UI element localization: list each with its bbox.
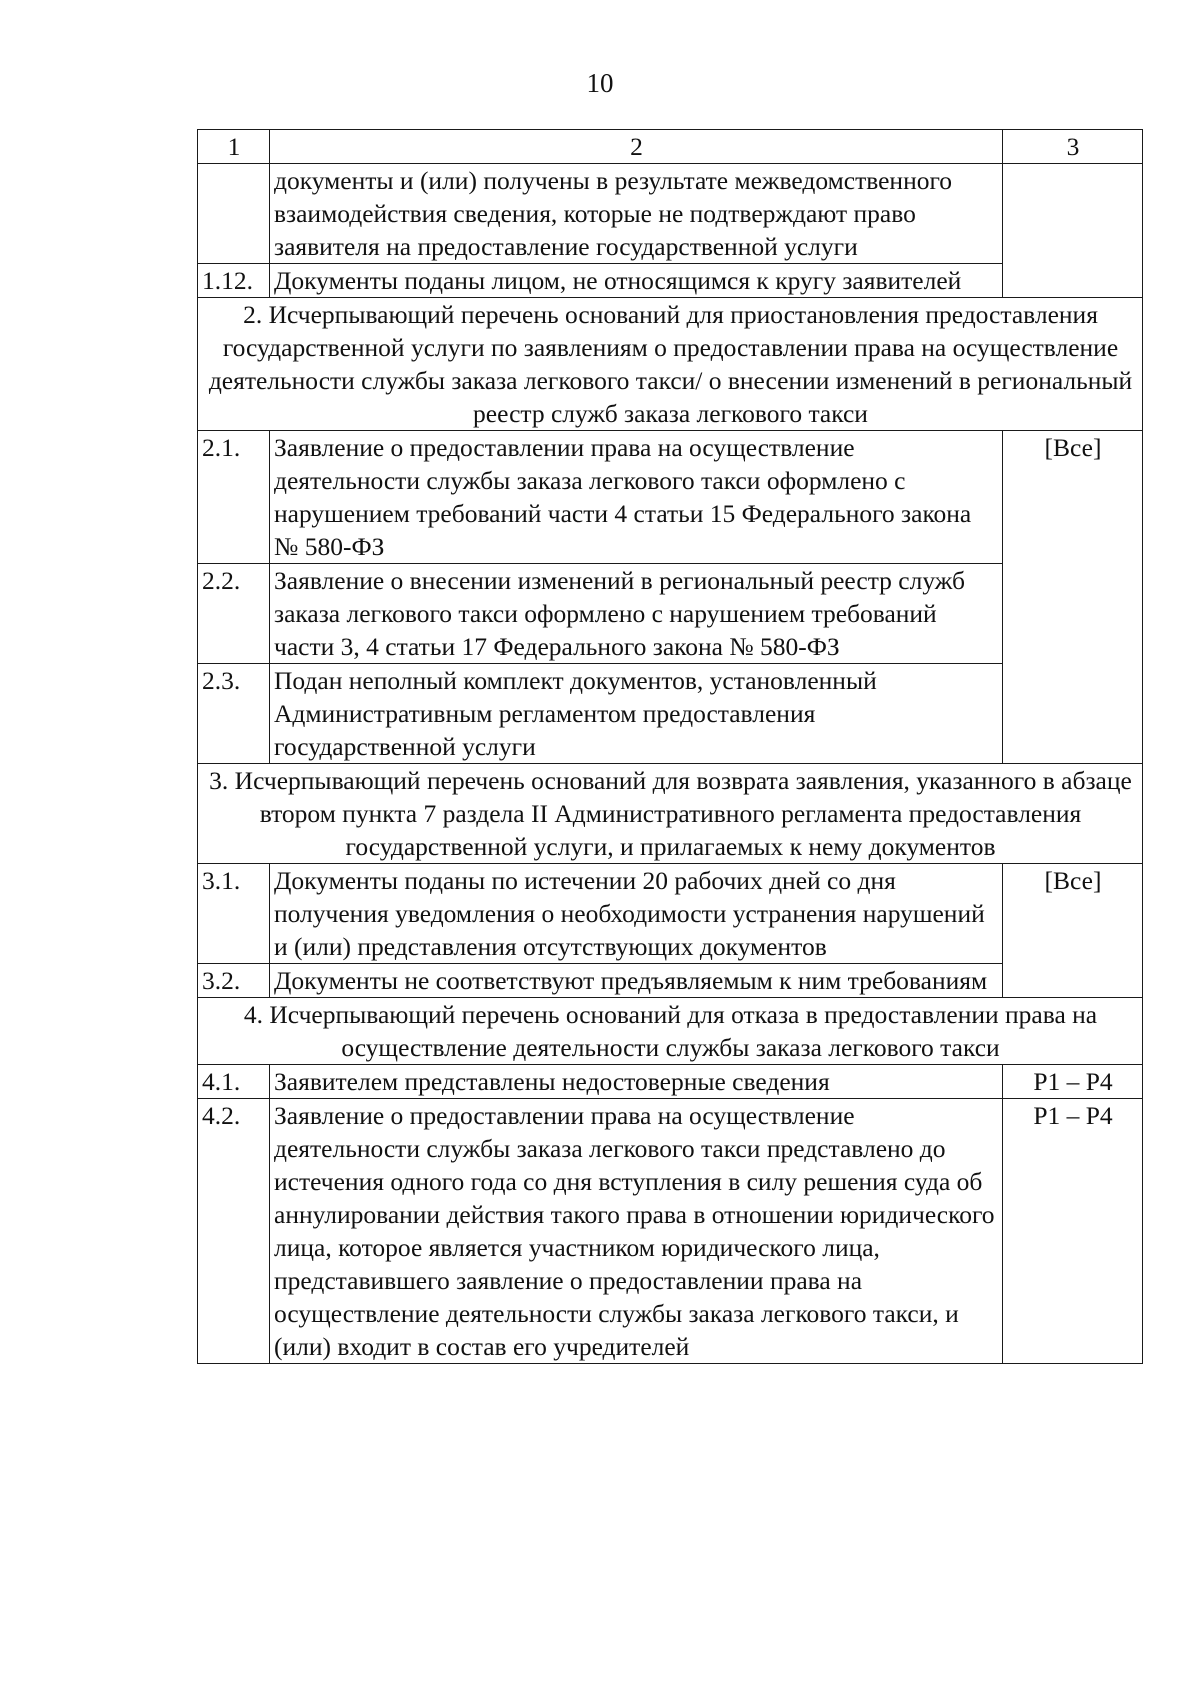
- row-number: 1.12.: [198, 264, 270, 298]
- row-code: Р1 – Р4: [1003, 1065, 1143, 1099]
- section-4-heading: 4. Исчерпывающий перечень оснований для отказа в предоставлении права на осуществление деятельности службы заказа легкового такси: [198, 998, 1143, 1065]
- section-heading-row: [198, 764, 1143, 864]
- section-2-heading: 2. Исчерпывающий перечень оснований для приостановления предоставления государственной услуги по заявлениям о предоставлении права на осуществление деятельности службы заказа легкового такси/ о внесении изменений в региональный реестр служб заказа легкового такси: [198, 298, 1143, 431]
- row-text: Заявление о предоставлении права на осуществление деятельности службы заказа легкового такси представлено до истечения одного года со дня вступления в силу решения суда об аннулировании действия такого права в отношении юридического лица, которое является участником юридического лица, представившего заявление о предоставлении права на осуществление деятельности службы заказа легкового такси, и (или) входит в состав его учредителей: [270, 1099, 1003, 1364]
- column-number-2: 2: [270, 130, 1003, 164]
- table-row: [198, 264, 1143, 298]
- column-number-3: 3: [1003, 130, 1143, 164]
- row-text: Документы поданы лицом, не относящимся к кругу заявителей: [270, 264, 1003, 298]
- row-text: Документы не соответствуют предъявляемым к ним требованиям: [270, 964, 1003, 998]
- row-code: Р1 – Р4: [1003, 1099, 1143, 1364]
- row-text: Заявление о внесении изменений в региональный реестр служб заказа легкового такси оформлено с нарушением требований части 3, 4 статьи 17 Федерального закона № 580-ФЗ: [270, 564, 1003, 664]
- section-3-heading: 3. Исчерпывающий перечень оснований для возврата заявления, указанного в абзаце втором пункта 7 раздела II Административного регламента предоставления государственной услуги, и прилагаемых к нему документов: [198, 764, 1143, 864]
- row-text: Подан неполный комплект документов, установленный Административным регламентом предоставления государственной услуги: [270, 664, 1003, 764]
- row-number: [198, 164, 270, 264]
- section-heading-row: [198, 298, 1143, 431]
- table-row: [198, 164, 1143, 264]
- table-row: [198, 664, 1143, 764]
- page-number: 10: [586, 68, 614, 98]
- section-heading-row: [198, 998, 1143, 1065]
- row-text: Заявление о предоставлении права на осуществление деятельности службы заказа легкового такси оформлено с нарушением требований части 4 статьи 15 Федерального закона № 580-ФЗ: [270, 431, 1003, 564]
- grounds-table: [197, 129, 1143, 1364]
- row-code: [1003, 164, 1143, 298]
- row-text: документы и (или) получены в результате межведомственного взаимодействия сведения, которые не подтверждают право заявителя на предоставление государственной услуги: [270, 164, 1003, 264]
- row-number: 3.1.: [198, 864, 270, 964]
- column-number-1: 1: [198, 130, 270, 164]
- row-number: 2.2.: [198, 564, 270, 664]
- row-number: 2.3.: [198, 664, 270, 764]
- row-number: 4.2.: [198, 1099, 270, 1364]
- row-number: 4.1.: [198, 1065, 270, 1099]
- table-row: [198, 964, 1143, 998]
- table-header-row: [198, 130, 1143, 164]
- table-row: [198, 564, 1143, 664]
- row-number: 3.2.: [198, 964, 270, 998]
- row-code: [Все]: [1003, 431, 1143, 764]
- table-row: [198, 1099, 1143, 1364]
- row-text: Документы поданы по истечении 20 рабочих дней со дня получения уведомления о необходимости устранения нарушений и (или) представления отсутствующих документов: [270, 864, 1003, 964]
- row-number: 2.1.: [198, 431, 270, 564]
- table-row: [198, 431, 1143, 564]
- row-text: Заявителем представлены недостоверные сведения: [270, 1065, 1003, 1099]
- table-row: [198, 1065, 1143, 1099]
- table-row: [198, 864, 1143, 964]
- row-code: [Все]: [1003, 864, 1143, 998]
